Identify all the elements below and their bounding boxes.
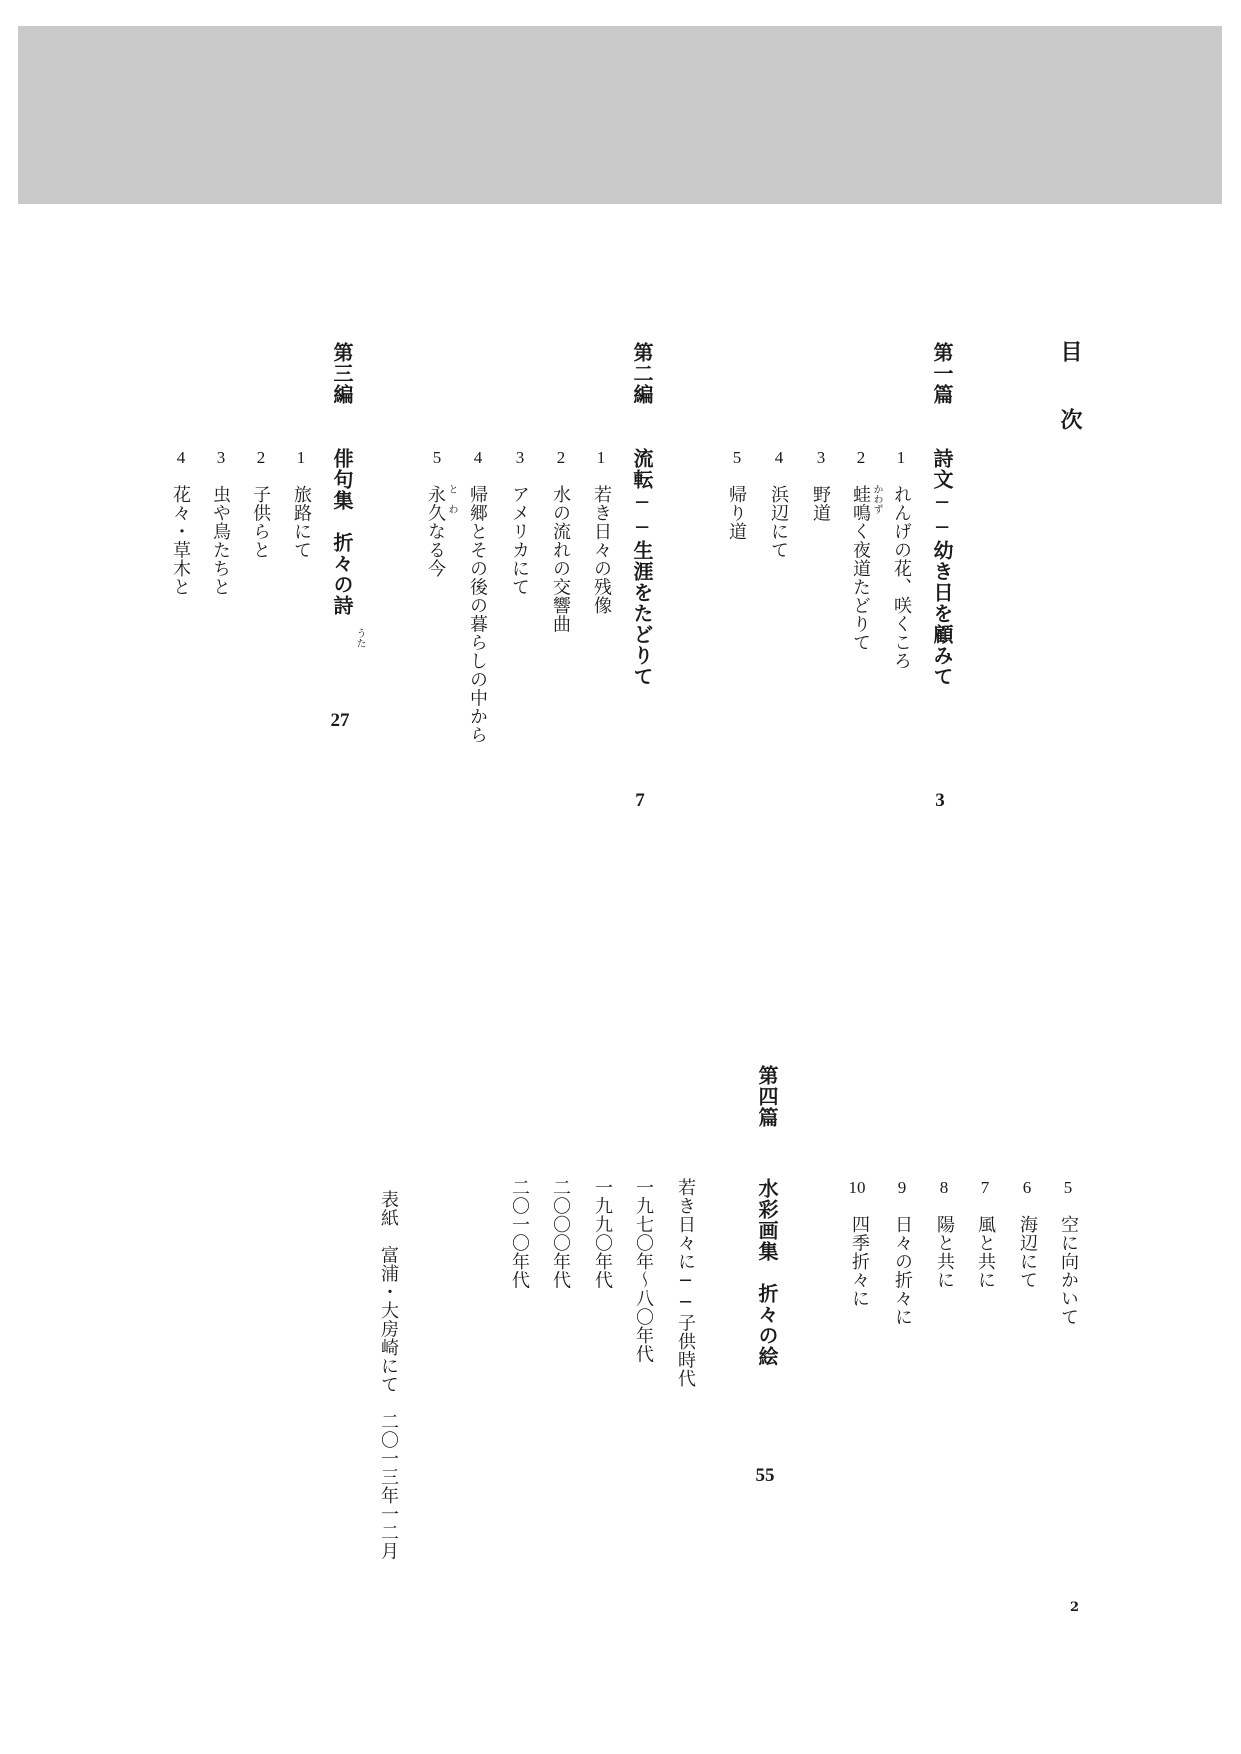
part4-num-item9-no: 9 [897, 1178, 907, 1197]
part4-num-item8-no: 8 [939, 1178, 949, 1197]
part2-item3-no: 3 [515, 448, 525, 467]
cover-note: 表紙 富浦・大房崎にて 二〇一三年一二月 [378, 1190, 399, 1560]
part1-item1-text: れんげの花、咲くころ [891, 485, 912, 670]
part4-num-item7-text: 風と共に [975, 1215, 996, 1289]
part3-title-ruby: うた [354, 628, 365, 648]
part2-item1-no: 1 [596, 448, 606, 467]
part1-item2-no: 2 [856, 448, 866, 467]
part4-num-item5-text: 空に向かいて [1058, 1215, 1079, 1326]
part4-num-item5-no: 5 [1063, 1178, 1073, 1197]
part4-item4-text: 二〇〇〇年代 [550, 1178, 571, 1289]
part2-item2-no: 2 [556, 448, 566, 467]
part4-num-item9-text: 日々の折々に [892, 1215, 913, 1326]
part3-item1-text: 旅路にて [291, 485, 312, 559]
part2-item5-text: 永久なる今 [425, 485, 446, 578]
part4-item5-text: 二〇一〇年代 [509, 1178, 530, 1289]
part2-title: 流転──生涯をたどりて [630, 448, 654, 687]
part4-num-item10-text: 四季折々に [849, 1215, 870, 1308]
part3-page: 27 [330, 710, 350, 731]
part4-num-item10-no: 10 [848, 1178, 866, 1197]
part1-item1-no: 1 [896, 448, 906, 467]
part3-item4-no: 4 [176, 448, 186, 467]
page-number: 2 [1070, 1600, 1080, 1615]
part1-heading: 第一篇 [930, 342, 954, 405]
part2-heading: 第二編 [630, 342, 654, 405]
part1-item5-no: 5 [732, 448, 742, 467]
part4-title: 水彩画集 折々の絵 [755, 1178, 779, 1367]
part2-item5-ruby: と わ [446, 484, 457, 514]
part3-item3-text: 虫や鳥たちと [210, 485, 231, 596]
part1-item5-text: 帰り道 [726, 485, 747, 541]
part3-item3-no: 3 [216, 448, 226, 467]
part4-item2-text: 一九七〇年～八〇年代 [633, 1178, 654, 1363]
part3-heading: 第三編 [330, 342, 354, 405]
part4-item1-text: 若き日々に──子供時代 [675, 1178, 696, 1388]
part1-page: 3 [935, 790, 945, 811]
part1-item3-text: 野道 [810, 485, 831, 522]
part2-item5-no: 5 [432, 448, 442, 467]
part3-title: 俳句集 折々の詩 [330, 448, 354, 616]
part4-page: 55 [755, 1465, 775, 1486]
part3-item1-no: 1 [296, 448, 306, 467]
part1-item4-text: 浜辺にて [768, 485, 789, 559]
part1-item2-text: 蛙鳴く夜道たどりて [850, 485, 871, 652]
part3-item2-text: 子供らと [250, 485, 271, 559]
part4-heading: 第四篇 [755, 1065, 779, 1128]
part2-item1-text: 若き日々の残像 [591, 485, 612, 615]
part1-item4-no: 4 [774, 448, 784, 467]
part4-num-item7-no: 7 [980, 1178, 990, 1197]
part2-item2-text: 水の流れの交響曲 [550, 485, 571, 633]
part2-item4-text: 帰郷とその後の暮らしの中から [467, 485, 488, 744]
part1-title: 詩文──幼き日を顧みて [930, 448, 954, 687]
part4-item3-text: 一九九〇年代 [592, 1178, 613, 1289]
part2-page: 7 [635, 790, 645, 811]
part4-num-item8-text: 陽と共に [934, 1215, 955, 1289]
part1-item3-no: 3 [816, 448, 826, 467]
part2-item3-text: アメリカにて [509, 485, 530, 596]
part1-item2-ruby: かわず [871, 484, 882, 514]
part4-num-item6-text: 海辺にて [1017, 1215, 1038, 1289]
toc-title: 目 次 [1057, 340, 1083, 442]
part2-item4-no: 4 [473, 448, 483, 467]
part4-num-item6-no: 6 [1022, 1178, 1032, 1197]
header-banner [18, 26, 1222, 204]
part3-item2-no: 2 [256, 448, 266, 467]
part3-item4-text: 花々・草木と [170, 485, 191, 596]
